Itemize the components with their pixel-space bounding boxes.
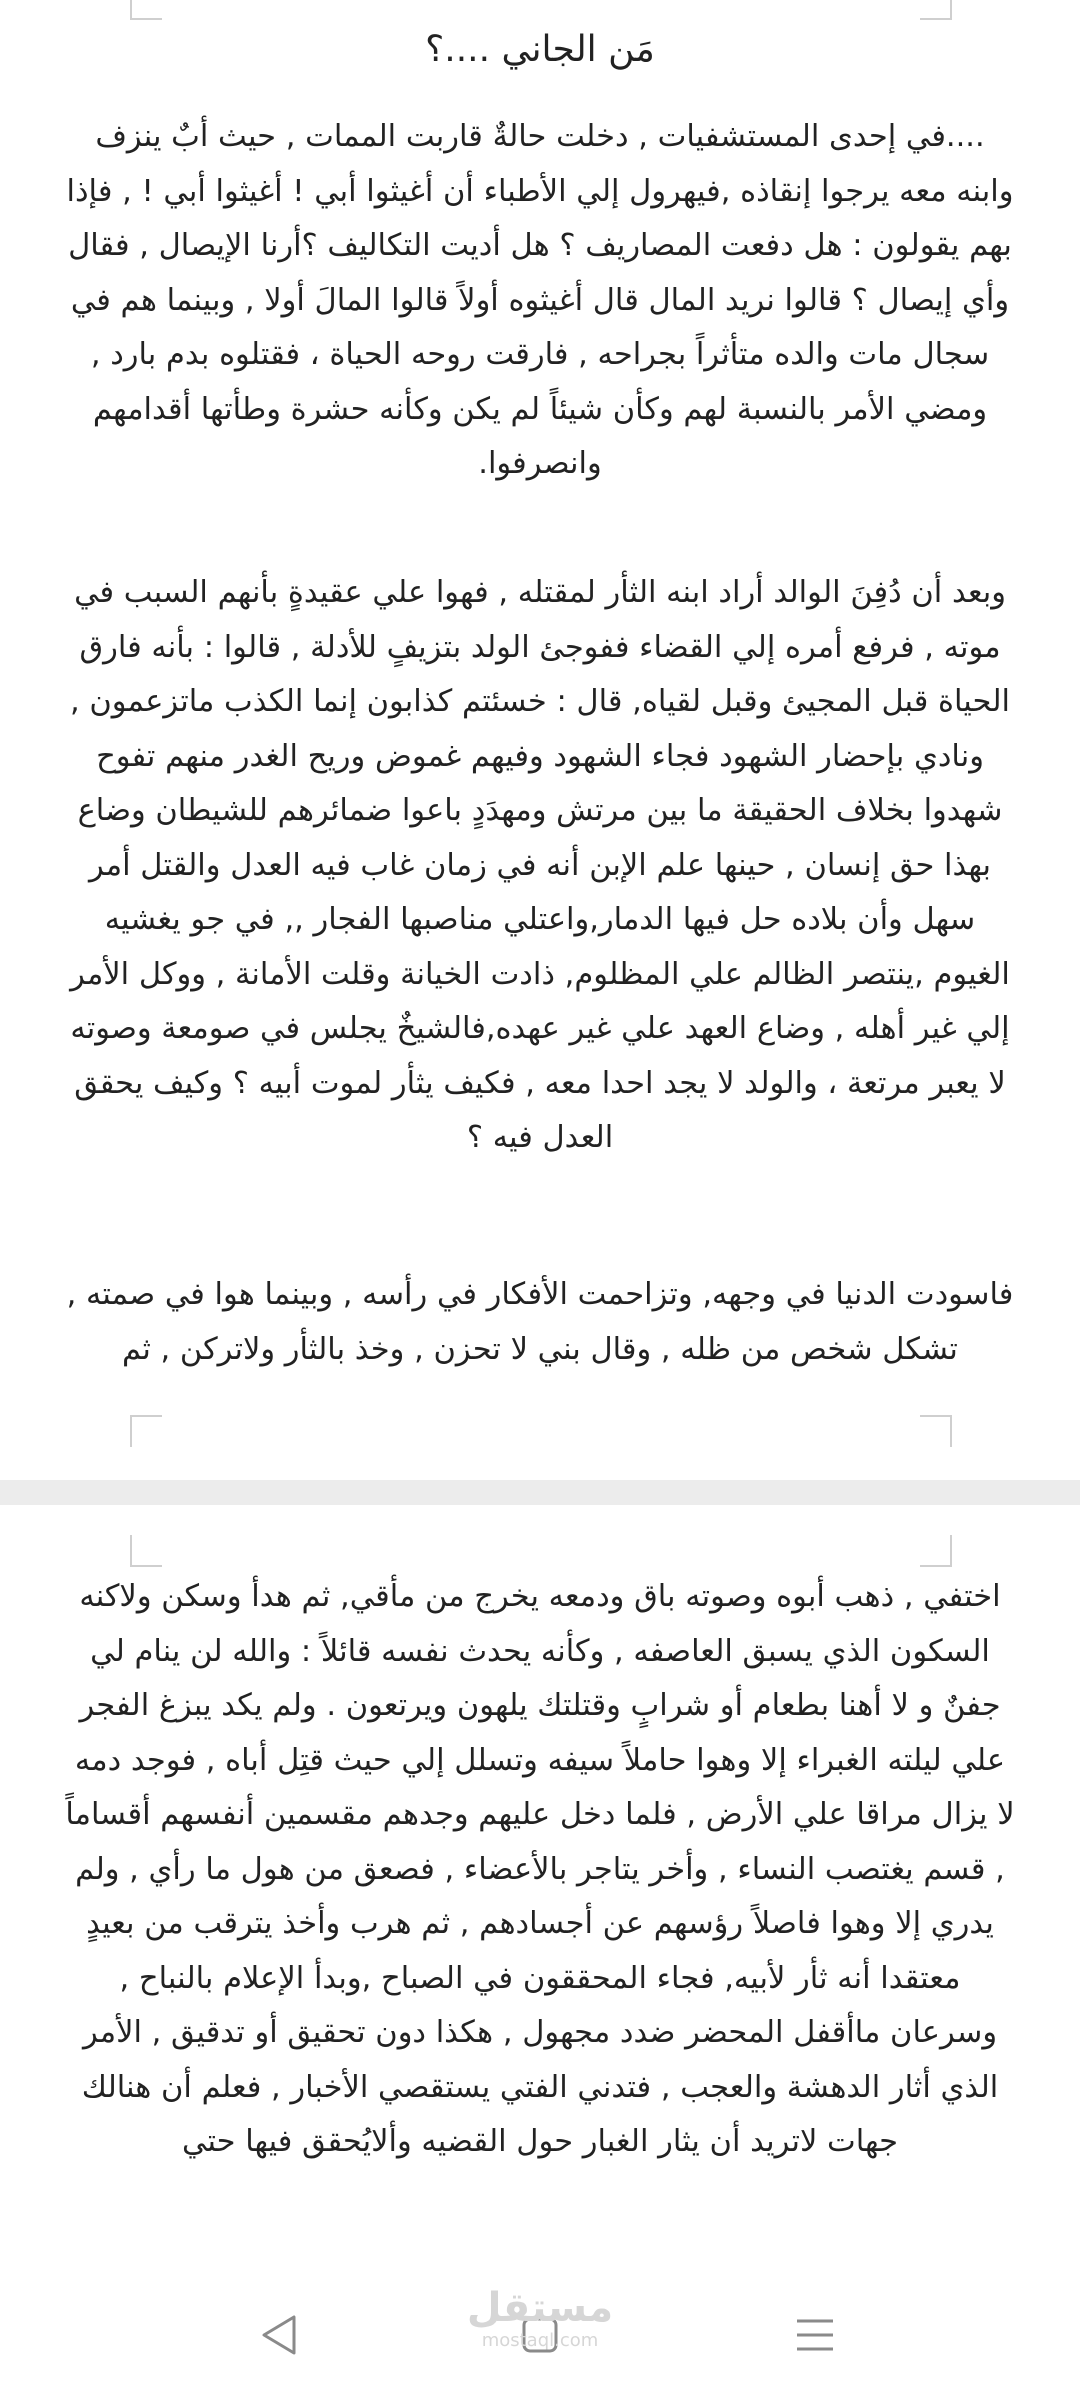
recent-apps-button[interactable] — [775, 2295, 855, 2375]
home-button[interactable] — [500, 2295, 580, 2375]
paragraph: ....في إحدى المستشفيات , دخلت حالةٌ قاربت الممات , حيث أبٌ ينزف وابنه معه يرجوا إنقاذه ,فيهرول إلي الأطباء أن أغيثوا أبي ! أغيثوا أبي ! , فإذا بهم يقولون : هل دفعت المصاريف ؟ هل أديت التكاليف ؟أرنا الإيصال , فقال وأي إيصال ؟ قالوا نريد المال قال أغيثوه أولاً قالوا المالَ أولا , وبينما هم في سجال مات والده متأثراً بجراحه , فارقت روحه الحياة ، فقتلوه بدم بارد , ومضي الأمر بالنسبة لهم وكأن شيئاً لم يكن وكأنه حشرة وطأتها أقدامهم وانصرفوا. — [66, 119, 1014, 481]
page-separator — [0, 1480, 1080, 1505]
page-corner-mark — [130, 1415, 162, 1447]
recent-apps-lines-icon — [775, 2295, 855, 2375]
paragraph: فاسودت الدنيا في وجهه, وتزاحمت الأفكار في رأسه , وبينما هوا في صمته , تشكل شخص من ظله , وقال بني لا تحزن , وخذ بالثأر ولاتركن , ثم — [66, 1277, 1014, 1367]
paragraph: اختفي , ذهب أبوه وصوته باق ودمعه يخرج من مأقي, ثم هدأ وسكن ولاكنه السكون الذي يسبق العاصفه , وكأنه يحدث نفسه قائلاً : والله لن ينام لي جفنٌ و لا أهنا بطعام أو شرابٍ وقتلتك يلهون ويرتعون . ولم يكد يبزغ الفجر علي ليلته الغبراء إلا وهوا حاملاً سيفه وتسلل إلي حيث قتِل أباه , فوجد دمه لا يزال مراقا علي الأرض , فلما دخل عليهم وجدهم مقسمين أنفسهم أقساماً , قسم يغتصب النساء , وأخر يتاجر بالأعضاء , فصعق من هول ما رأي , ولم يدري إلا وهوا فاصلاً رؤسهم عن أجسادهم , ثم هرب وأخذ يترقب من بعيدٍ معتقدا أنه ثأر لأبيه, فجاء المحققون في الصباح ,وبدأ الإعلام بالنباح , وسرعان ماأقفل المحضر ضدد مجهول , هكذا دون تحقيق أو تدقيق , الأمر الذي أثار الدهشة والعجب , فتدني الفتي يستقصي الأخبار , فعلم أن هنالك جهات لاتريد أن يثار الغبار حول القضيه وألايُحقق فيها حتي — [65, 1579, 1015, 2159]
back-button[interactable] — [240, 2295, 320, 2375]
page-corner-mark — [920, 1415, 952, 1447]
watermark-arabic-text: مستقل — [466, 2285, 614, 2331]
page-corner-mark — [130, 1535, 162, 1567]
document-title: مَن الجاني ....؟ — [425, 29, 655, 70]
watermark-latin-text: mostaql.com — [481, 2330, 599, 2351]
paragraph: وبعد أن دُفِنَ الوالد أراد ابنه الثأر لمقتله , فهوا علي عقيدةٍ بأنهم السبب في موته , فرفع أمره إلي القضاء ففوجئ الولد بتزيفٍ للأدلة , قالوا : بأنه فارق الحياة قبل المجيئ وقبل لقياه, قال : خسئتم كذابون إنما الكذب ماتزعمون , ونادي بإحضار الشهود فجاء الشهود وفيهم غموض وريح الغدر منهم تفوح شهدوا بخلاف الحقيقة ما بين مرتش ومهدَدٍ باعوا ضمائرهم للشيطان وضاع بهذا حق إنسان , حينها علم الإبن أنه في زمان غاب فيه العدل والقتل أمر سهل وأن بلاده حل فيها الدمار,واعتلي مناصبها الفجار ,, في جو يغشيه الغيوم ,ينتصر الظالم علي المظلوم, ذادت الخيانة وقلت الأمانة , ووكل الأمر إلي غير أهله , وضاع العهد علي غير عهده,فالشيخٌ يجلس في صومعة وصوته لا يعبر مرتعة ، والولد لا يجد احدا معه , فكيف يثأر لموت أبيه ؟ وكيف يحقق العدل فيه ؟ — [70, 575, 1010, 1155]
page-corner-mark — [130, 0, 162, 20]
home-square-icon — [500, 2295, 580, 2375]
page-corner-mark — [920, 0, 952, 20]
page-corner-mark — [920, 1535, 952, 1567]
back-triangle-icon — [240, 2295, 320, 2375]
system-navigation-bar — [0, 2265, 1080, 2400]
